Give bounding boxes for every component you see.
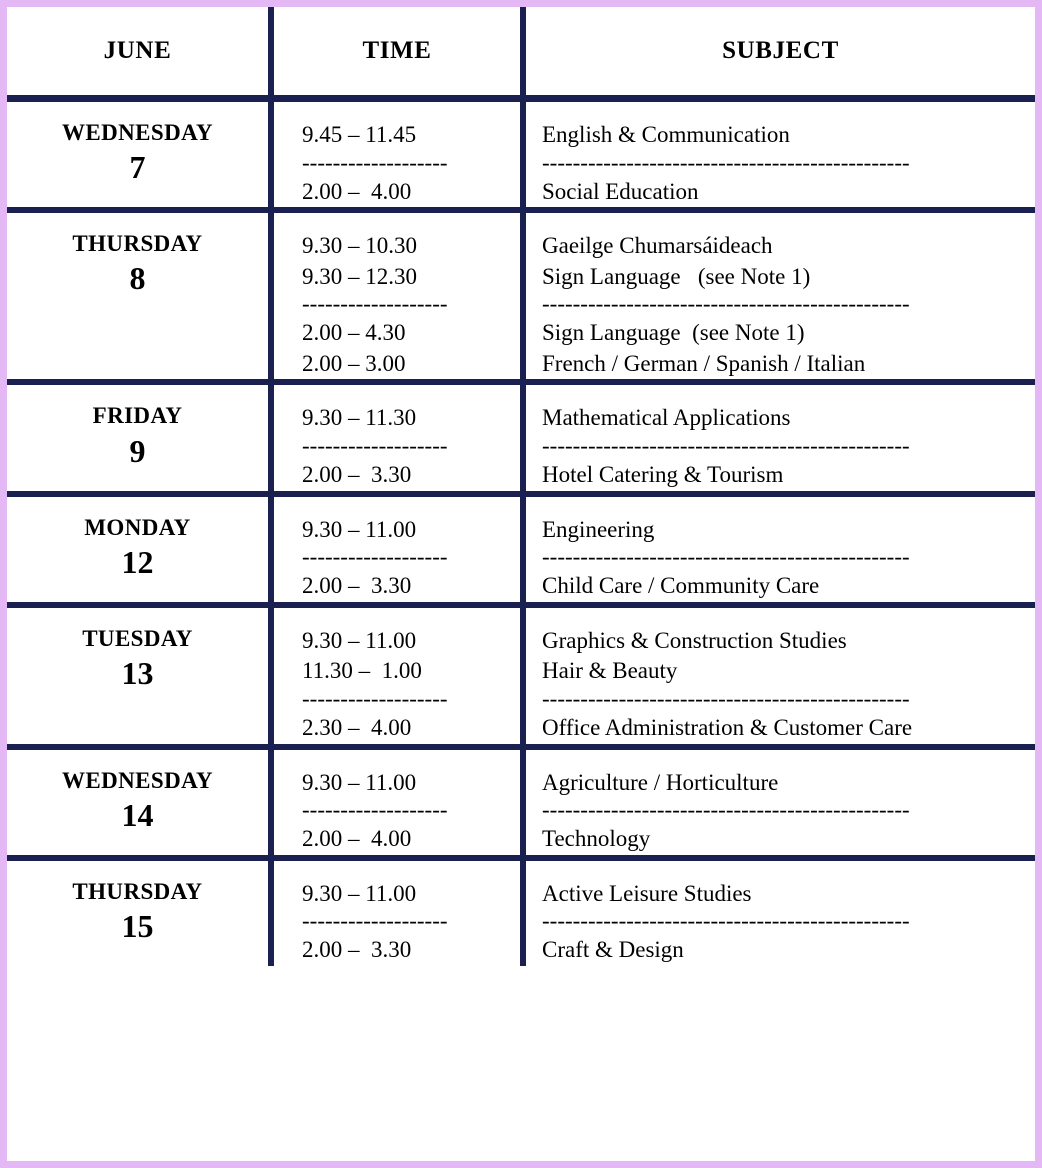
time-slot: 2.00 – 3.30 <box>302 462 412 488</box>
subject-name: Gaeilge Chumarsáideach <box>542 233 773 259</box>
dashed-separator: ------------------- <box>302 545 448 570</box>
table-row <box>7 210 1035 382</box>
time-cell <box>271 210 523 382</box>
day-name: TUESDAY <box>82 625 193 651</box>
time-slot: 2.00 – 4.30 <box>302 320 406 346</box>
day-name: THURSDAY <box>72 231 203 257</box>
time-slot: 9.30 – 11.00 <box>302 627 417 653</box>
day-cell <box>7 747 271 858</box>
subject-name: Child Care / Community Care <box>542 573 820 599</box>
day-number: 7 <box>129 149 146 186</box>
day-name: THURSDAY <box>72 878 203 904</box>
subject-name: Active Leisure Studies <box>542 880 752 906</box>
time-cell <box>271 494 523 605</box>
day-number: 8 <box>129 260 146 297</box>
dashed-separator: ------------------- <box>302 909 448 934</box>
dashed-separator: ------------------- <box>302 686 448 711</box>
day-cell <box>7 210 271 382</box>
time-cell <box>271 382 523 493</box>
column-header-time: TIME <box>271 7 523 99</box>
subject-cell <box>523 605 1035 747</box>
dashed-separator: ------------------- <box>302 150 448 175</box>
day-number: 9 <box>129 432 146 469</box>
time-slot: 2.00 – 3.30 <box>302 573 412 599</box>
day-name: WEDNESDAY <box>61 767 213 793</box>
time-slot: 11.30 – 1.00 <box>302 658 422 684</box>
subject-cell <box>523 210 1035 382</box>
subject-name: Mathematical Applications <box>542 405 791 431</box>
dashed-separator: ------------------- <box>302 292 448 317</box>
day-number: 15 <box>121 907 154 944</box>
day-cell <box>7 382 271 493</box>
dashed-separator: ------------------------------------------------ <box>542 434 910 459</box>
subject-cell <box>523 382 1035 493</box>
subject-cell <box>523 858 1035 966</box>
subject-name: Office Administration & Customer Care <box>542 714 913 740</box>
table-body <box>7 99 1035 966</box>
day-name: FRIDAY <box>92 403 183 429</box>
subject-name: Graphics & Construction Studies <box>542 627 847 653</box>
subject-name: Engineering <box>542 516 655 542</box>
day-cell <box>7 494 271 605</box>
day-cell <box>7 858 271 966</box>
subject-name: Sign Language (see Note 1) <box>542 263 811 289</box>
time-cell <box>271 605 523 747</box>
time-slot: 9.30 – 10.30 <box>302 233 417 259</box>
day-number: 12 <box>121 543 154 580</box>
subject-cell <box>523 99 1035 211</box>
dashed-separator: ------------------------------------------------ <box>542 150 910 175</box>
day-cell <box>7 99 271 211</box>
dashed-separator: ------------------------------------------------ <box>542 798 910 823</box>
time-slot: 2.30 – 4.00 <box>302 714 412 740</box>
time-slot: 9.30 – 11.00 <box>302 516 417 542</box>
table-row <box>7 858 1035 966</box>
day-number: 14 <box>121 796 154 833</box>
time-slot: 9.30 – 11.00 <box>302 769 417 795</box>
subject-name: Social Education <box>542 178 699 204</box>
subject-name: Hair & Beauty <box>542 658 678 684</box>
subject-cell <box>523 494 1035 605</box>
dashed-separator: ------------------------------------------------ <box>542 686 910 711</box>
table-row <box>7 605 1035 747</box>
time-slot: 2.00 – 3.00 <box>302 350 406 376</box>
subject-name: Hotel Catering & Tourism <box>542 462 784 488</box>
column-header-june: JUNE <box>7 7 271 99</box>
day-name: MONDAY <box>84 514 191 540</box>
dashed-separator: ------------------------------------------------ <box>542 545 910 570</box>
day-name: WEDNESDAY <box>61 120 213 145</box>
time-slot: 2.00 – 4.00 <box>302 178 412 204</box>
subject-cell <box>523 747 1035 858</box>
time-slot: 9.30 – 11.00 <box>302 880 417 906</box>
header-row <box>7 7 1035 99</box>
subject-name: Craft & Design <box>542 937 684 963</box>
dashed-separator: ------------------------------------------------ <box>542 292 910 317</box>
subject-name: Sign Language (see Note 1) <box>542 320 805 346</box>
dashed-separator: ------------------------------------------------ <box>542 909 910 934</box>
time-slot: 2.00 – 4.00 <box>302 826 412 852</box>
table-row <box>7 99 1035 211</box>
time-cell <box>271 747 523 858</box>
table-row <box>7 494 1035 605</box>
subject-name: Agriculture / Horticulture <box>542 769 779 795</box>
table-row <box>7 382 1035 493</box>
exam-timetable <box>7 7 1035 966</box>
time-slot: 9.30 – 11.30 <box>302 405 417 431</box>
day-cell <box>7 605 271 747</box>
time-slot: 2.00 – 3.30 <box>302 937 412 963</box>
subject-name: Technology <box>542 826 651 852</box>
subject-name: French / German / Spanish / Italian <box>542 350 866 376</box>
dashed-separator: ------------------- <box>302 798 448 823</box>
table-row <box>7 747 1035 858</box>
time-cell <box>271 858 523 966</box>
table-header <box>7 7 1035 99</box>
time-slot: 9.45 – 11.45 <box>302 122 417 147</box>
column-header-subject: SUBJECT <box>523 7 1035 99</box>
dashed-separator: ------------------- <box>302 434 448 459</box>
subject-name: English & Communication <box>542 122 790 147</box>
time-cell <box>271 99 523 211</box>
time-slot: 9.30 – 12.30 <box>302 263 417 289</box>
day-number: 13 <box>121 655 154 692</box>
